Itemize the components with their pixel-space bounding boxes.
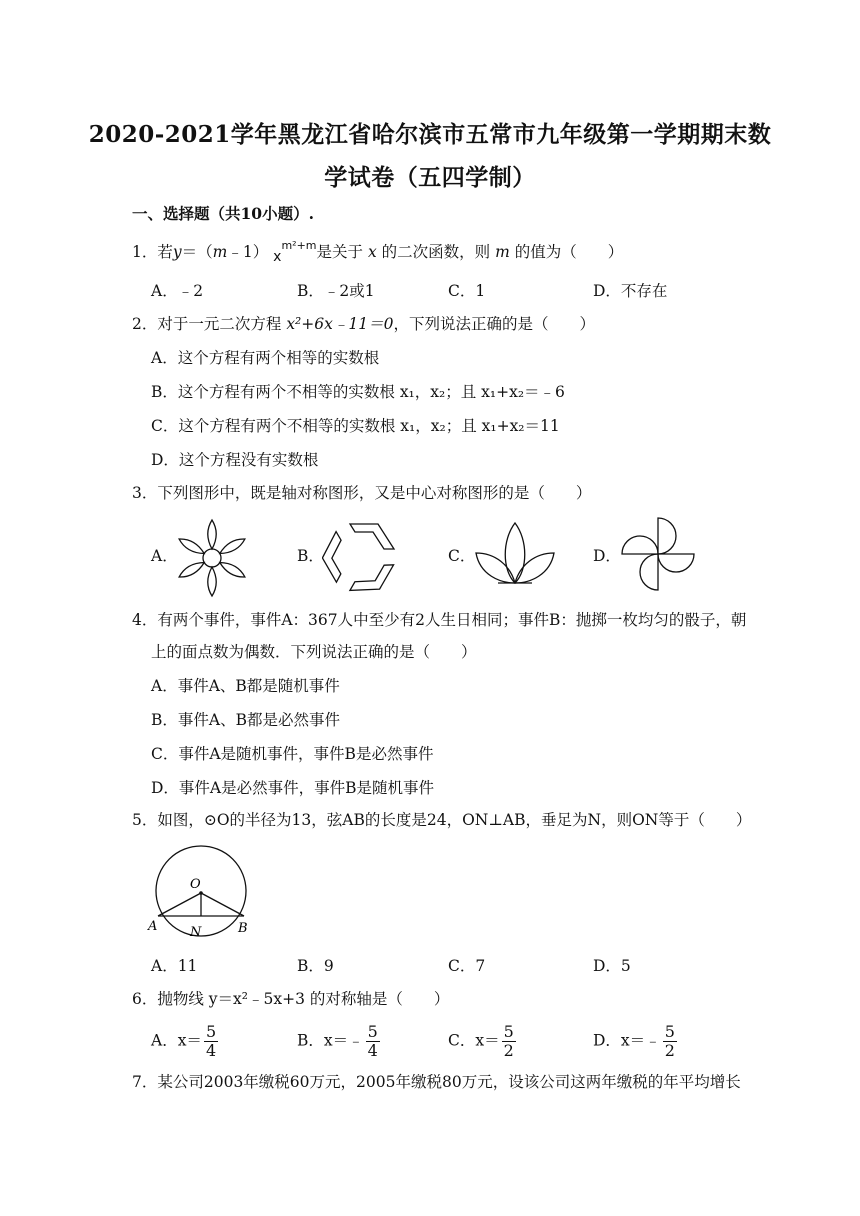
q2-option-b[interactable]: B．这个方程有两个不相等的实数根 x₁，x₂；且 x₁+x₂＝﹣6 [151, 383, 565, 401]
q4-option-a[interactable]: A．事件A、B都是随机事件 [151, 677, 340, 695]
q1-eq: ＝（ [181, 243, 213, 261]
q2-option-d[interactable]: D．这个方程没有实数根 [151, 451, 319, 469]
q5-label-n: N [190, 925, 202, 940]
q2-option-c[interactable]: C．这个方程有两个不相等的实数根 x₁，x₂；且 x₁+x₂＝11 [151, 417, 560, 435]
q6-option-d[interactable] [593, 1024, 679, 1059]
q5-option-b[interactable]: B．9 [297, 957, 334, 975]
q6-c-label: C．x＝ [448, 1031, 500, 1050]
q5-label-o: O [190, 877, 201, 892]
q3-option-c-label[interactable]: C． [448, 547, 476, 565]
q6-c-fraction [502, 1024, 516, 1059]
q4-option-b[interactable]: B．事件A、B都是必然事件 [151, 711, 340, 729]
q3-figure-b-hexagon [322, 520, 398, 594]
q1-xvar: x [367, 243, 377, 261]
q6-d-sign: ﹣ [645, 1031, 661, 1050]
q1-post3: 的值为（ ） [514, 243, 624, 261]
q1-pre: 1．若 [132, 243, 173, 261]
q2-pre: 2．对于一元二次方程 [132, 315, 282, 333]
q5-label-b: B [238, 921, 248, 936]
question-3-stem: 3．下列图形中，既是轴对称图形，又是中心对称图形的是（ ） [132, 484, 592, 502]
question-2-stem [132, 314, 595, 334]
q1-post1: 是关于 [316, 243, 364, 261]
q3-figure-c-lotus [470, 520, 560, 586]
page-title-line2: 学试卷（五四学制） [324, 164, 536, 191]
q5-option-d[interactable]: D．5 [593, 957, 631, 975]
q6-b-sign: ﹣ [348, 1031, 364, 1050]
q6-a-den: 4 [205, 1041, 217, 1060]
q1-option-c[interactable]: C．1 [448, 282, 486, 300]
q1-minus1: ﹣1） [227, 243, 269, 261]
q5-option-c[interactable]: C．7 [448, 957, 486, 975]
question-6-stem: 6．抛物线 y＝x²﹣5x+3 的对称轴是（ ） [132, 990, 450, 1008]
q6-d-num: 5 [664, 1022, 675, 1041]
q4-option-d[interactable]: D．事件A是必然事件，事件B是随机事件 [151, 779, 435, 797]
q6-option-b[interactable] [297, 1024, 382, 1059]
q6-b-num: 5 [367, 1022, 378, 1041]
question-1-stem [132, 239, 624, 265]
q6-a-label: A．x＝ [151, 1031, 202, 1050]
q1-option-a[interactable]: A．﹣2 [151, 282, 204, 300]
q6-option-a[interactable] [151, 1024, 220, 1059]
q3-figure-a-flower [172, 518, 252, 598]
q6-b-fraction [366, 1024, 380, 1059]
page-title-line1: 2020-2021学年黑龙江省哈尔滨市五常市九年级第一学期期末数 [88, 121, 772, 148]
q4-option-c[interactable]: C．事件A是随机事件，事件B是必然事件 [151, 745, 434, 763]
q6-a-num: 5 [205, 1022, 217, 1041]
q6-b-label: B．x＝ [297, 1031, 349, 1050]
q1-mvar: m [495, 243, 510, 261]
q6-d-fraction [663, 1024, 677, 1059]
q1-m: m [212, 243, 228, 261]
q6-a-fraction [204, 1024, 218, 1059]
q3-option-b-label[interactable]: B． [297, 547, 324, 565]
q1-option-d[interactable]: D．不存在 [593, 282, 668, 300]
q2-post: ，下列说法正确的是（ ） [393, 315, 595, 333]
q2-option-a[interactable]: A．这个方程有两个相等的实数根 [151, 349, 380, 367]
q3-figure-d-pinwheel [618, 514, 698, 594]
q5-circle-figure [146, 842, 258, 940]
q2-equation: x²+6x﹣11＝0 [286, 315, 394, 333]
q1-y: y [172, 243, 182, 261]
q6-b-den: 4 [367, 1041, 378, 1060]
question-7-stem: 7．某公司2003年缴税60万元，2005年缴税80万元，设该公司这两年缴税的年平均增长 [132, 1073, 741, 1091]
q5-label-a: A [148, 919, 158, 934]
q6-option-c[interactable] [448, 1024, 518, 1059]
q1-option-b[interactable]: B．﹣2或1 [297, 282, 375, 300]
question-4-stem-line2: 上的面点数为偶数．下列说法正确的是（ ） [151, 643, 477, 661]
q3-option-a-label[interactable]: A． [151, 547, 178, 565]
q6-d-label: D．x＝ [593, 1031, 646, 1050]
q6-c-den: 2 [503, 1041, 514, 1060]
question-4-stem-line1: 4．有两个事件，事件A：367人中至少有2人生日相同；事件B：抛掷一枚均匀的骰子，朝 [132, 611, 747, 629]
q3-option-d-label[interactable]: D． [593, 547, 621, 565]
q1-base-x: x [273, 249, 282, 265]
q1-post2: 的二次函数，则 [381, 243, 491, 261]
q6-c-num: 5 [503, 1022, 514, 1041]
q5-option-a[interactable]: A．11 [151, 957, 198, 975]
q1-exponent: m²+m [281, 239, 317, 252]
question-5-stem: 5．如图，⊙O的半径为13，弦AB的长度是24，ON⊥AB，垂足为N，则ON等于（ ） [132, 811, 752, 829]
section-heading: 一、选择题（共10小题）. [132, 204, 314, 223]
q6-d-den: 2 [664, 1041, 675, 1060]
